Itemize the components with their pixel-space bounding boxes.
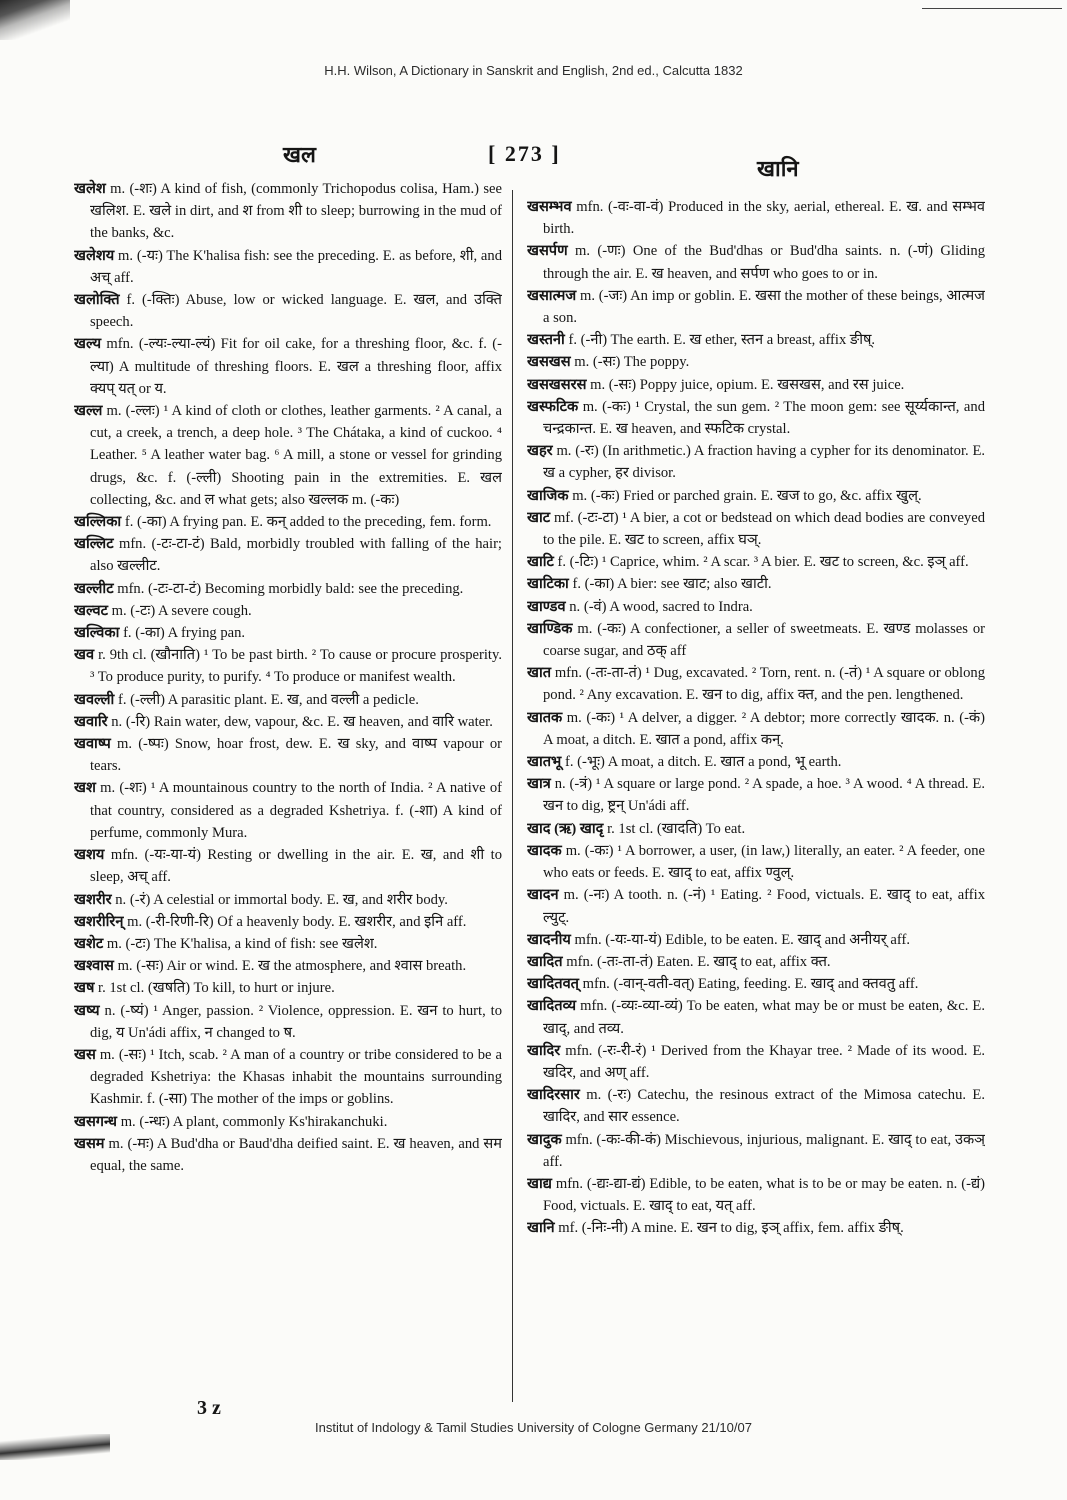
definition: mfn. (-रः-री-रं) ¹ Derived from the Khayar tree. ² Made of its wood. E. खदिर, and अण् aff.	[543, 1042, 985, 1081]
signature-mark: 3 z	[197, 1397, 221, 1419]
page-number: [ 273 ]	[488, 141, 561, 166]
headword: खसखसरस	[527, 376, 587, 393]
definition: mfn. (-द्यः-द्या-द्यं) Edible, to be eaten, what is to be or may be eaten. n. (-द्यं) Food, victuals. E. खाद् to eat, यत् aff.	[543, 1175, 985, 1215]
dictionary-entry	[527, 995, 985, 1039]
headword: खल्ल	[74, 403, 103, 420]
definition: m. (-यः) The K'halisa fish: see the preceding. E. as before, शी, and अच् aff.	[90, 247, 502, 286]
dictionary-entry	[527, 818, 985, 840]
dictionary-entry	[527, 374, 985, 396]
headword: खल्लिट	[74, 536, 114, 553]
dictionary-entry	[527, 951, 985, 973]
definition: mfn. (-वः-वा-वं) Produced in the sky, aerial, ethereal. E. ख. and सम्भव birth.	[543, 199, 985, 238]
footer-note: Institut of Indology & Tamil Studies University of Cologne Germany 21/10/07	[315, 1420, 752, 1435]
definition: n. (-त्रं) ¹ A square or large pond. ² A spade, a hoe. ³ A wood. ⁴ A thread. E. खन to dig, ष्ट्रन् Un'ádi aff.	[543, 776, 985, 815]
dictionary-entry	[527, 596, 985, 618]
definition: r. 1st cl. (खादति) To eat.	[607, 820, 746, 837]
headword: खसात्मज	[527, 287, 577, 304]
definition: m. (-नः) A tooth. n. (-नं) ¹ Eating. ² Food, victuals. E. खाद् to eat, affix ल्युट्.	[543, 887, 985, 926]
dictionary-entry	[74, 533, 502, 577]
dictionary-entry	[74, 1133, 502, 1177]
dictionary-entry	[527, 707, 985, 751]
dictionary-entry	[74, 689, 502, 711]
dictionary-entry	[74, 1000, 502, 1044]
headword: खाण्डिक	[527, 620, 573, 637]
dictionary-entry	[74, 933, 502, 955]
running-head-left: खल	[283, 142, 316, 167]
definition: mfn. (-ल्यः-ल्या-ल्यं) Fit for oil cake, for a threshing floor, &c. f. (-ल्या) A multitude of threshing floors. E. खल a threshing floor, affix क्यप् यत् or य.	[90, 336, 502, 397]
definition: f. (-ल्ली) A parasitic plant. E. ख, and वल्ली a pedicle.	[117, 691, 419, 708]
column-divider	[512, 190, 513, 1402]
headword: खल्य	[74, 336, 102, 353]
headword: खष्य	[74, 1002, 100, 1019]
definition: m. (-कः) Fried or parched grain. E. खज to go, &c. affix खुल्.	[572, 487, 922, 504]
dictionary-entry	[74, 178, 502, 245]
dictionary-entry	[74, 289, 502, 333]
headword: खसखस	[527, 354, 571, 371]
definition: m. (-कः) A confectioner, a seller of sweetmeats. E. खण्ड molasses or coarse sugar, and ठक् aff	[543, 620, 985, 660]
dictionary-entry	[74, 333, 502, 400]
headword: खानि	[527, 1220, 555, 1237]
headword: खात्र	[527, 776, 551, 793]
dictionary-entry	[74, 1111, 502, 1133]
headword: खशरीरिन्	[74, 913, 124, 930]
definition: mf. (-निः-नी) A mine. E. खन to dig, इञ् affix, fem. affix ङीष्.	[558, 1220, 904, 1237]
dictionary-entry	[527, 662, 985, 706]
definition: mfn. (-व्यः-व्या-व्यं) To be eaten, what may be or must be eaten, &c. E. खाद्, and तव्य.	[543, 998, 985, 1037]
definition: r. 9th cl. (खौनाति) ¹ To be past birth. ² To cause or procure prosperity. ³ To produce purity, to purify. ⁴ To produce or manifest wealth.	[90, 647, 502, 686]
headword: खाटि	[527, 554, 554, 571]
definition: m. (-मः) A Bud'dha or Baud'dha deified saint. E. ख heaven, and सम equal, the same.	[90, 1135, 502, 1174]
definition: m. (-टः) The K'halisa, a kind of fish: see खलेश.	[106, 935, 378, 952]
dictionary-entry	[74, 955, 502, 977]
headword: खल्लिका	[74, 514, 122, 531]
definition: m. (-रः) (In arithmetic.) A fraction having a cypher for its denominator. E. ख a cypher, हर divisor.	[543, 443, 985, 482]
dictionary-entry	[527, 507, 985, 551]
headword: खाद (ऋ) खादृ	[527, 820, 604, 837]
dictionary-entry	[527, 551, 985, 573]
dictionary-entry	[527, 485, 985, 507]
headword: खात	[527, 665, 552, 682]
headword: खादितवत्	[527, 976, 579, 993]
headword: खस्तनी	[527, 332, 565, 349]
headword: खलोक्ति	[74, 292, 120, 309]
headword: खसगन्ध	[74, 1113, 118, 1130]
definition: mfn. (-वान्-वती-वत्) Eating, feeding. E. खाद् and क्तवतु aff.	[582, 976, 919, 993]
dictionary-entry	[74, 400, 502, 511]
headword: खल्लीट	[74, 580, 114, 597]
headword: खादितव्य	[527, 998, 577, 1015]
dictionary-entry	[74, 711, 502, 733]
definition: mfn. (-तः-ता-तं) ¹ Dug, excavated. ² Torn, rent. n. (-तं) ¹ A square or oblong pond. ² Any excavation. E. खन to dig, affix क्त, and the pen. lengthened.	[543, 665, 985, 704]
definition: m. (-ल्लः) ¹ A kind of cloth or clothes, leather garments. ² A canal, a cut, a creek, a trench, a deep hole. ³ The Chátaka, a kind of cuckoo. ⁴ Leather. ⁵ A leather water bag. ⁶ A mill, a stone or vessel for grinding drugs, &c. f. (-ल्ली) Shooting pain in the extremities. E. खल collecting, &c. and ल what gets; also खल्लक m. (-कः)	[90, 403, 502, 508]
dictionary-entry	[527, 1173, 985, 1217]
dictionary-entry	[74, 511, 502, 533]
definition: mfn. (-कः-की-कं) Mischievous, injurious, malignant. E. खाद् to eat, उकञ् aff.	[543, 1131, 985, 1170]
dictionary-entry	[527, 1040, 985, 1084]
headword: खश्वास	[74, 958, 114, 975]
headword: खादक	[527, 842, 562, 859]
dictionary-entry	[527, 618, 985, 662]
definition: mfn. (-तः-ता-तं) Eaten. E. खाद् to eat, affix क्त.	[566, 953, 831, 970]
dictionary-entry	[527, 573, 985, 595]
headword: खसर्पण	[527, 243, 568, 260]
definition: f. (-टिः) ¹ Caprice, whim. ² A scar. ³ A bier. E. खट to screen, &c. इञ् aff.	[557, 554, 969, 571]
definition: mfn. (-टः-टा-टं) Becoming morbidly bald: see the preceding.	[117, 580, 464, 597]
definition: n. (-वं) A wood, sacred to Indra.	[569, 598, 753, 615]
definition: r. 1st cl. (खषति) To kill, to hurt or injure.	[98, 980, 335, 997]
definition: mf. (-टः-टा) ¹ A bier, a cot or bedstead on which dead bodies are conveyed to the pile. E. खट to screen, affix घञ्.	[543, 509, 985, 549]
headword: खादुक	[527, 1131, 562, 1148]
dictionary-entry	[527, 884, 985, 928]
definition: m. (-रः) Catechu, the resinous extract of the Mimosa catechu. E. खादिर, and सार essence.	[543, 1087, 985, 1126]
definition: m. (-सः) Poppy juice, opium. E. खसखस, and रस juice.	[590, 376, 905, 393]
definition: m. (-शः) A kind of fish, (commonly Trichopodus colisa, Ham.) see खलिश. E. खले in dirt, and श from शी to sleep; burrowing in the mud of the banks, &c.	[90, 181, 502, 242]
headword: खस	[74, 1046, 96, 1063]
dictionary-entry	[527, 440, 985, 484]
definition: f. (-भूः) A moat, a ditch. E. खात a pond, भू earth.	[564, 754, 842, 771]
headword: खादन	[527, 887, 559, 904]
headword: खलेश	[74, 181, 106, 197]
running-head-right: खानि	[757, 156, 799, 181]
left-column	[74, 178, 502, 1396]
source-note: H.H. Wilson, A Dictionary in Sanskrit and English, 2nd ed., Calcutta 1832	[324, 63, 743, 78]
dictionary-entry	[527, 196, 985, 240]
dictionary-entry	[527, 1129, 985, 1173]
dictionary-entry	[527, 1084, 985, 1128]
headword: खशेट	[74, 935, 104, 952]
scan-mark-line	[922, 8, 1062, 9]
headword: खवारि	[74, 713, 108, 730]
definition: mfn. (-यः-या-यं) Resting or dwelling in the air. E. ख, and शी to sleep, अच् aff.	[90, 847, 502, 886]
definition: m. (-शः) ¹ A mountainous country to the north of India. ² A native of that country, considered as a degraded Kshetriya. f. (-शा) A kind of perfume, commonly Mura.	[90, 780, 502, 841]
headword: खवल्ली	[74, 691, 115, 708]
dictionary-entry	[527, 285, 985, 329]
dictionary-entry	[527, 1217, 985, 1239]
definition: f. (-क्तिः) Abuse, low or wicked language. E. खल, and उक्ति speech.	[90, 292, 502, 331]
headword: खशरीर	[74, 891, 112, 908]
dictionary-entry	[74, 578, 502, 600]
definition: m. (-णः) One of the Bud'dhas or Bud'dha saints. n. (-णं) Gliding through the air. E. ख heaven, and सर्पण who goes to or in.	[543, 243, 985, 282]
definition: f. (-का) A frying pan.	[123, 625, 246, 642]
definition: m. (-न्धः) A plant, commonly Ks'hirakanchuki.	[120, 1113, 388, 1130]
dictionary-entry	[74, 844, 502, 888]
headword: खवाष्प	[74, 736, 111, 753]
scan-smudge-top	[0, 0, 70, 40]
headword: खल्वट	[74, 602, 108, 619]
dictionary-entry	[74, 1044, 502, 1111]
headword: खशय	[74, 847, 105, 864]
dictionary-entry	[527, 840, 985, 884]
headword: खष	[74, 980, 95, 997]
dictionary-entry	[74, 600, 502, 622]
dictionary-entry	[74, 622, 502, 644]
definition: f. (-का) A frying pan. E. कन् added to the preceding, fem. form.	[124, 514, 492, 531]
dictionary-entry	[527, 929, 985, 951]
definition: n. (-रं) A celestial or immortal body. E. ख, and शरीर body.	[115, 891, 448, 908]
dictionary-entry	[527, 351, 985, 373]
definition: m. (-टः) A severe cough.	[111, 602, 252, 619]
headword: खसम्भव	[527, 199, 572, 215]
dictionary-entry	[74, 977, 502, 999]
headword: खादनीय	[527, 931, 571, 948]
dictionary-entry	[74, 911, 502, 933]
definition: mfn. (-टः-टा-टं) Bald, morbidly troubled with falling of the hair; also खल्लीट.	[90, 536, 502, 575]
headword: खाजिक	[527, 487, 569, 504]
dictionary-entry	[527, 973, 985, 995]
headword: खल्विका	[74, 625, 120, 642]
definition: m. (-ष्पः) Snow, hoar frost, dew. E. ख sky, and वाष्प vapour or tears.	[90, 736, 502, 775]
headword: खस्फटिक	[527, 398, 579, 415]
definition: f. (-नी) The earth. E. ख ether, स्तन a breast, affix ङीष्.	[568, 332, 876, 349]
headword: खातभू	[527, 754, 562, 771]
definition: m. (-सः) ¹ Itch, scab. ² A man of a country or tribe considered to be a degraded Kshetriya: the Khasas inhabit the mountains surrounding Kashmir. f. (-सा) The mother of the imps or goblins.	[90, 1046, 502, 1108]
dictionary-entry	[527, 396, 985, 440]
dictionary-entry	[527, 240, 985, 284]
headword: खातक	[527, 709, 563, 726]
dictionary-entry	[527, 773, 985, 817]
dictionary-entry	[527, 329, 985, 351]
dictionary-entry	[74, 733, 502, 777]
headword: खव	[74, 647, 95, 664]
definition: n. (-ष्यं) ¹ Anger, passion. ² Violence, oppression. E. खन to hurt, to dig, य Un'ádi affix, न changed to ष.	[90, 1002, 502, 1041]
dictionary-entry	[74, 644, 502, 688]
definition: m. (-री-रिणी-रि) Of a heavenly body. E. खशरीर, and इनि aff.	[127, 913, 467, 930]
definition: mfn. (-यः-या-यं) Edible, to be eaten. E. खाद् and अनीयर् aff.	[574, 931, 910, 948]
headword: खाद्य	[527, 1175, 552, 1192]
headword: खादिरसार	[527, 1087, 580, 1104]
dictionary-entry	[527, 751, 985, 773]
headword: खसम	[74, 1135, 105, 1152]
right-column	[527, 196, 985, 1402]
headword: खहर	[527, 443, 553, 460]
definition: n. (-रि) Rain water, dew, vapour, &c. E. ख heaven, and वारि water.	[111, 713, 493, 730]
headword: खादिर	[527, 1042, 561, 1059]
definition: m. (-जः) An imp or goblin. E. खसा the mother of these beings, आत्मज a son.	[543, 287, 985, 327]
definition: m. (-सः) Air or wind. E. ख the atmosphere, and श्वास breath.	[117, 958, 467, 975]
definition: f. (-का) A bier: see खाट; also खाटी.	[572, 576, 772, 593]
headword: खाट	[527, 509, 551, 526]
headword: खश	[74, 780, 96, 797]
definition: m. (-कः) ¹ Crystal, the sun gem. ² The moon gem: see सूर्य्यकान्त, and चन्द्रकान्त. E. ख heaven, and स्फटिक crystal.	[543, 398, 985, 438]
headword: खाण्डव	[527, 598, 566, 615]
headword: खादित	[527, 953, 563, 970]
definition: m. (-सः) The poppy.	[574, 354, 690, 371]
definition: m. (-कः) ¹ A delver, a digger. ² A debtor; more correctly खादक. n. (-कं) A moat, a ditch. E. खात a pond, affix कन्.	[543, 709, 985, 748]
scan-smudge-bottom	[0, 1434, 110, 1460]
headword: खाटिका	[527, 576, 569, 593]
dictionary-entry	[74, 889, 502, 911]
definition: m. (-कः) ¹ A borrower, a user, (in law,) literally, an eater. ² A feeder, one who eats or feeds. E. खाद् to eat, affix ण्वुल्.	[543, 842, 985, 882]
dictionary-entry	[74, 245, 502, 289]
dictionary-entry	[74, 777, 502, 844]
headword: खलेशय	[74, 247, 115, 264]
